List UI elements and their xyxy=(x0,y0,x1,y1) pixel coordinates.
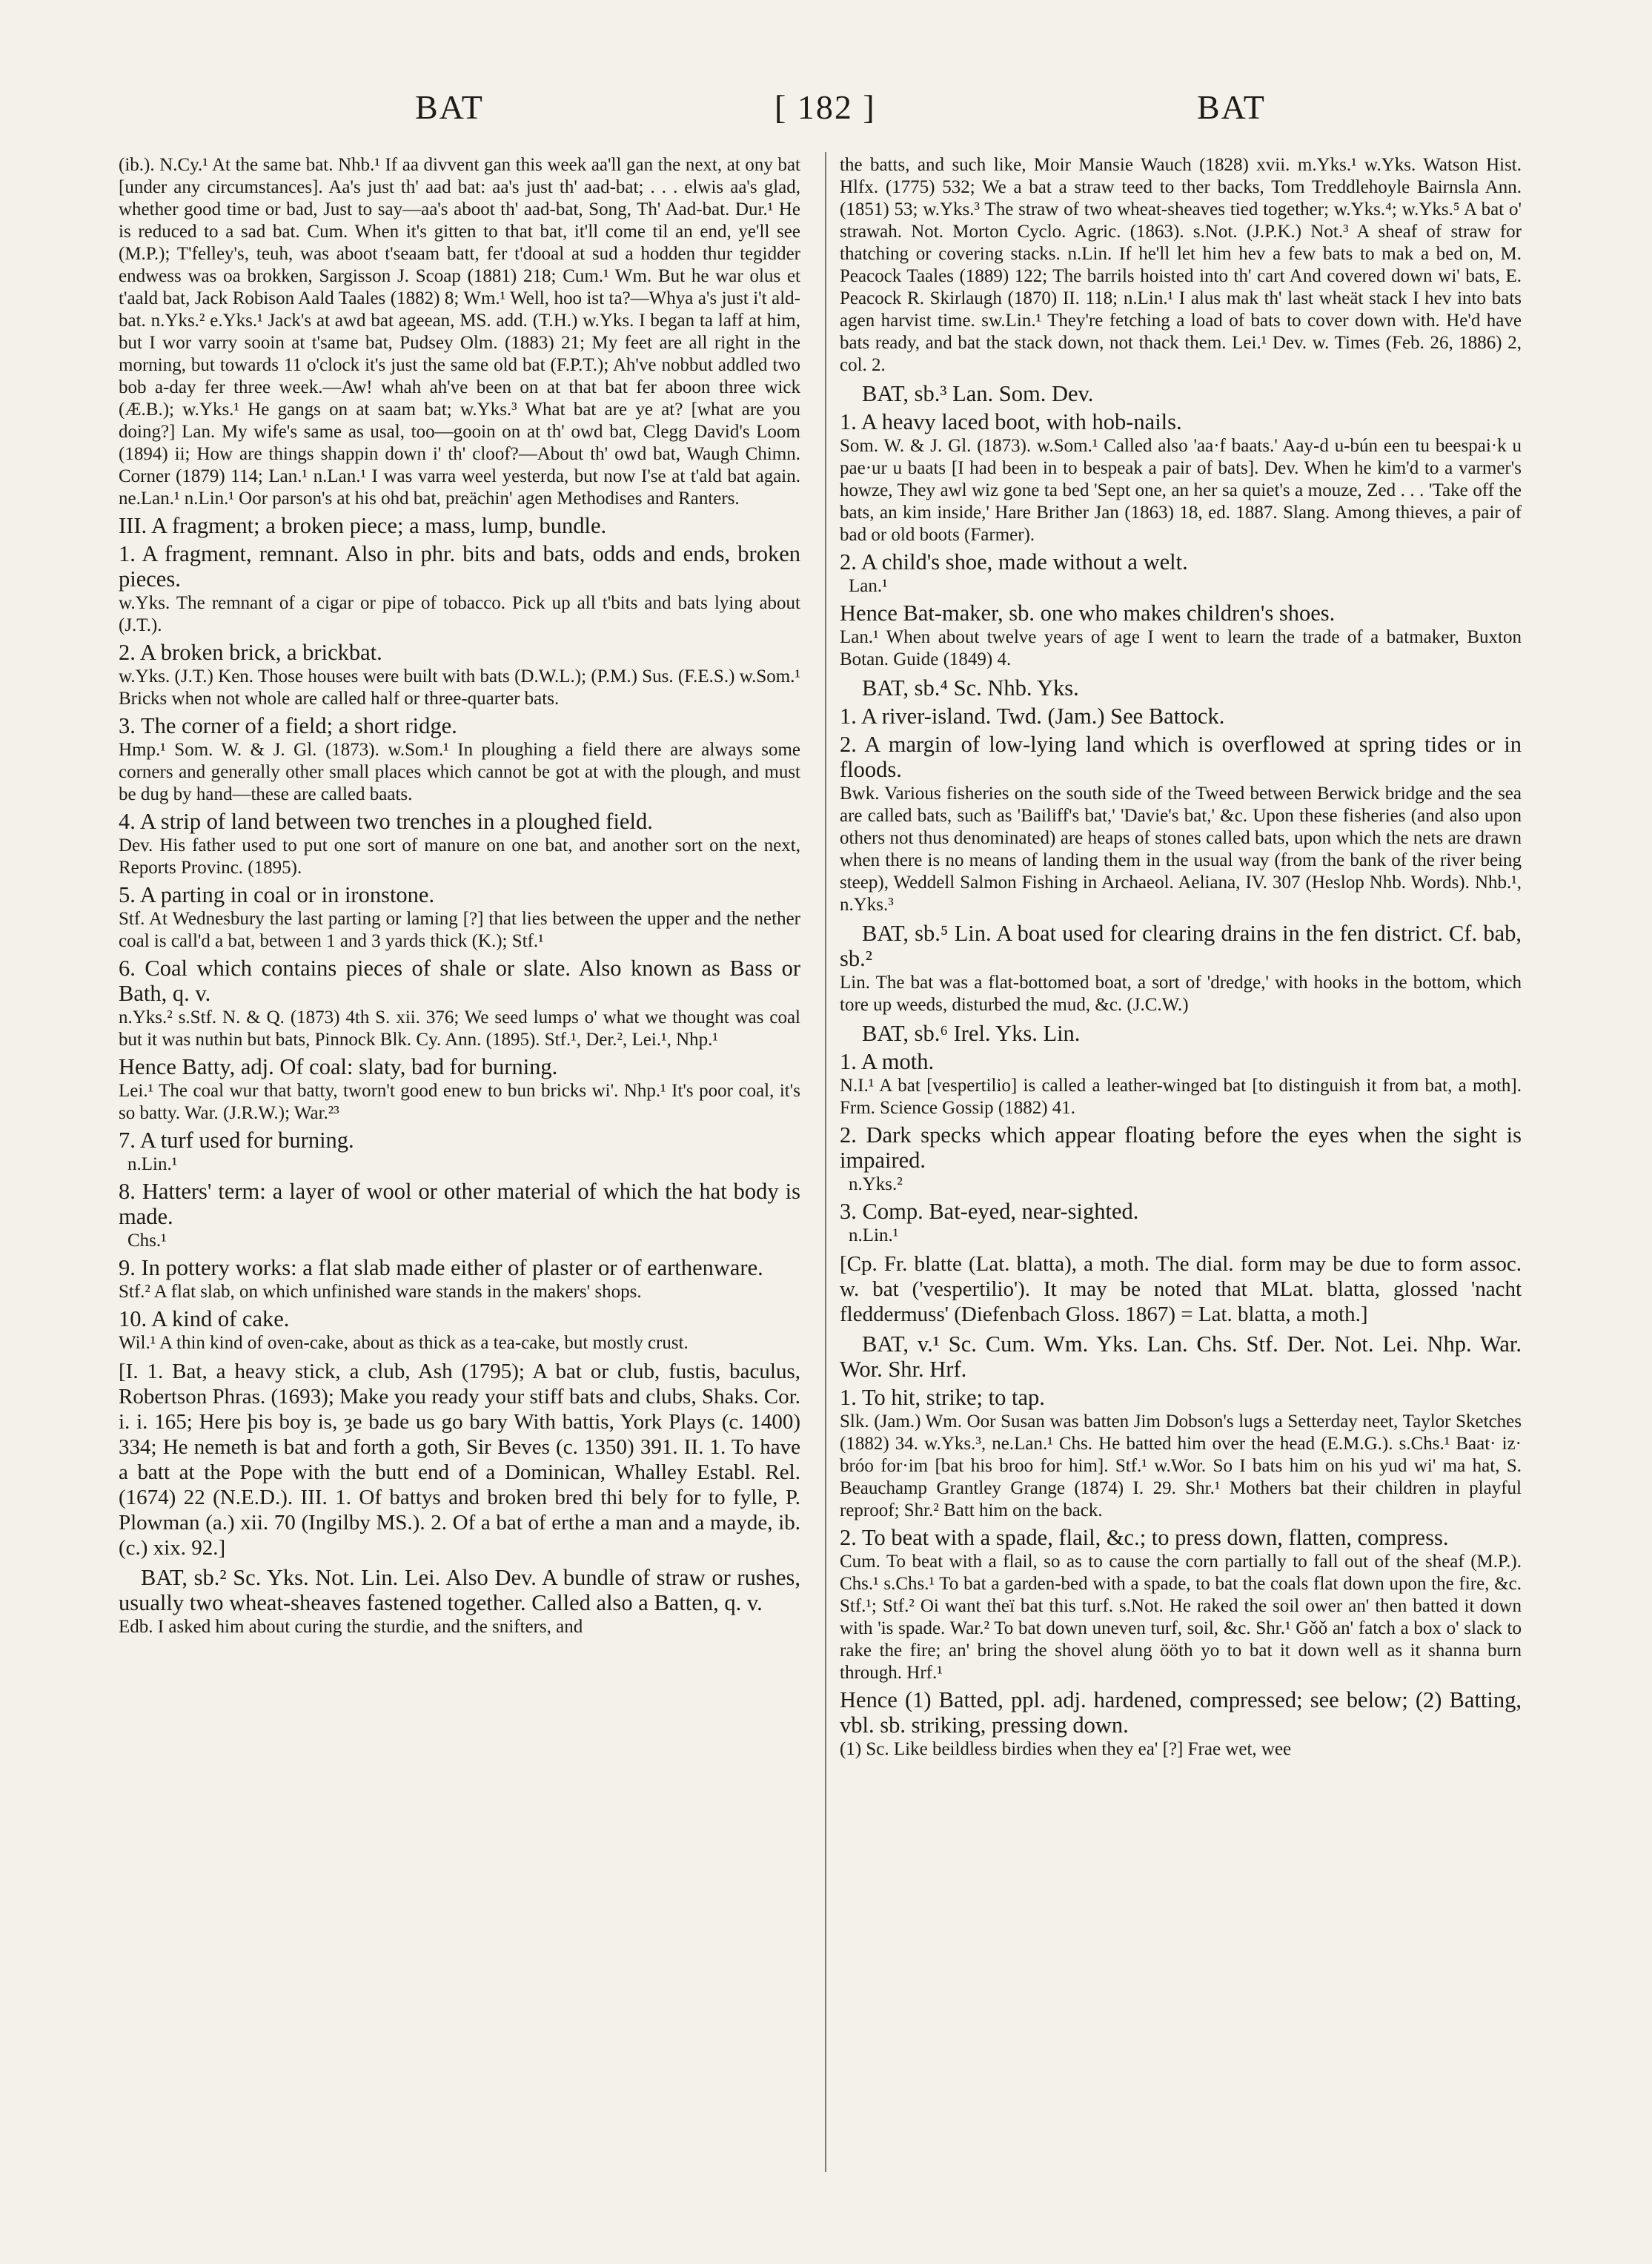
left-column-sense-paragraph: 7. A turf used for burning. xyxy=(119,1128,354,1153)
right-column-etym-paragraph: [Cp. Fr. blatte (Lat. blatta), a moth. The dial. form may be due to form assoc. w. bat ('vespertilio'). It may be noted that MLat. blatta, glossed 'nacht fleddermuss' (Diefenbach Gloss. 1867) = Lat. blatta, a moth.] xyxy=(840,1252,1522,1326)
left-column-sub-paragraph: n.Lin.¹ xyxy=(127,1154,178,1174)
left-column-sense-paragraph: 1. A fragment, remnant. Also in phr. bits and bats, odds and ends, broken pieces. xyxy=(119,541,800,592)
right-column-cit-paragraph: the batts, and such like, Moir Mansie Wauch (1828) xvii. m.Yks.¹ w.Yks. Watson Hist. Hlfx. (1775) 532; We a bat a straw teed to ther backs, Tom Treddlehoyle Bairnsla Ann. (1851) 53; w.Yks.³ The straw of two wheat-sheaves tied together; w.Yks.⁴; w.Yks.⁵ A bat o' strawah. Not. Morton Cyclo. Agric. (1863). s.Not. (J.P.K.) Not.³ A sheaf of straw for thatching or covering stacks. n.Lin. If he'll let him hev a few bats to mak a bed on, M. Peacock Taales (1889) 122; The barrils hoisted into th' cart And covered down wi' bats, E. Peacock R. Skirlaugh (1870) II. 118; n.Lin.¹ I alus mak th' last wheät stack I hev into bats agen harvist time. sw.Lin.¹ They're fetching a load of bats to cover down with. He'd have bats ready, and bat the stack down, not thack them. Lei.¹ Dev. w. Times (Feb. 26, 1886) 2, col. 2. xyxy=(840,155,1522,375)
left-column-sense-paragraph: 8. Hatters' term: a layer of wool or other material of which the hat body is made. xyxy=(119,1179,800,1229)
running-head-right: BAT xyxy=(1197,88,1266,126)
right-column-hw-paragraph: BAT, sb.⁵ Lin. A boat used for clearing drains in the fen district. Cf. bab, sb.² xyxy=(840,921,1522,971)
right-column-cit-paragraph: Cum. To beat with a flail, so as to cause the corn partially to fall out of the sheaf (M.P.). Chs.¹ s.Chs.¹ To bat a garden-bed with a spade, to bat the coals flat down upon the fire, &c. Stf.¹; Stf.² Oi want theï bat this turf. s.Not. He raked the soil ower an' then batted it down with 'is spade. War.² To bat down uneven turf, soil, &c. Shr.¹ Gǒǒ an' fatch a box o' slack to rake the fire; an' bring the shovel alung ööth yo to bat it down well as it shanna burn through. Hrf.¹ xyxy=(840,1552,1522,1683)
right-column-cit-paragraph: Slk. (Jam.) Wm. Oor Susan was batten Jim Dobson's lugs a Setterday neet, Taylor Sketches (1882) 34. w.Yks.³, ne.Lan.¹ Chs. He batted him over the head (E.M.G.). s.Chs.¹ Baat· iz· bróo for·im [bat his broo for him]. Stf.¹ w.Wor. So I bats him on his yud wi' ma hat, S. Beauchamp Grantley Grange (1874) I. 29. Shr.¹ Mothers bat their children in playful reproof; Shr.² Batt him on the back. xyxy=(840,1411,1522,1520)
right-column-sense-paragraph: 1. A river-island. Twd. (Jam.) See Battock. xyxy=(840,704,1225,729)
right-column-sense-paragraph: Hence Bat-maker, sb. one who makes children's shoes. xyxy=(840,600,1336,626)
left-column-sense-paragraph: 5. A parting in coal or in ironstone. xyxy=(119,882,435,907)
right-column-sense-paragraph: 2. A child's shoe, made without a welt. xyxy=(840,549,1188,575)
page-number: [ 182 ] xyxy=(774,88,876,126)
right-column-cit-paragraph: Lan.¹ When about twelve years of age I went to learn the trade of a batmaker, Buxton Botan. Guide (1849) 4. xyxy=(840,627,1522,669)
right-column-sense-paragraph: 1. A moth. xyxy=(840,1049,935,1074)
left-column-sense-paragraph: 9. In pottery works: a flat slab made either of plaster or of earthenware. xyxy=(119,1255,763,1280)
left-column-sense-paragraph: 3. The corner of a field; a short ridge. xyxy=(119,713,457,738)
left-column-sense-paragraph: 4. A strip of land between two trenches in a ploughed field. xyxy=(119,809,653,834)
right-column-sub-paragraph: n.Yks.² xyxy=(849,1174,903,1194)
right-column-cit-paragraph: Som. W. & J. Gl. (1873). w.Som.¹ Called also 'aa·f baats.' Aay-d u-bún een tu beespai·k u pae·ur u baats [I had been in to bespeak a pair of bats]. Dev. When he kim'd to a varmer's howze, They awl wiz gone ta bed 'Sept one, an her sa quiet's a mouze, Zed . . . 'Take off the bats, an kim inside,' Hare Brither Jan (1863) 18, ed. 1887. Slang. Among thieves, a pair of bad or old boots (Farmer). xyxy=(840,436,1522,545)
left-column-cit-paragraph: n.Yks.² s.Stf. N. & Q. (1873) 4th S. xii. 376; We seed lumps o' what we thought was coal but it was nuthin but bats, Pinnock Blk. Cy. Ann. (1895). Stf.¹, Der.², Lei.¹, Nhp.¹ xyxy=(119,1007,800,1050)
left-column-cit-paragraph: Stf.² A flat slab, on which unfinished ware stands in the makers' shops. xyxy=(119,1282,642,1302)
right-column-sense-paragraph: 2. To beat with a spade, flail, &c.; to press down, flatten, compress. xyxy=(840,1525,1449,1550)
right-column-sub-paragraph: n.Lin.¹ xyxy=(849,1225,899,1245)
left-column-cit-paragraph: Stf. At Wednesbury the last parting or laming [?] that lies between the upper and the nether coal is call'd a bat, between 1 and 3 yards thick (K.); Stf.¹ xyxy=(119,909,800,951)
right-column-sense-paragraph: 3. Comp. Bat-eyed, near-sighted. xyxy=(840,1199,1139,1224)
left-column xyxy=(119,154,800,2185)
left-column-sense-paragraph: III. A fragment; a broken piece; a mass, lump, bundle. xyxy=(119,513,607,538)
right-column-cit-paragraph: Lin. The bat was a flat-bottomed boat, a sort of 'dredge,' with hooks in the bottom, which tore up weeds, disturbed the mud, &c. (J.C.W.) xyxy=(840,973,1522,1015)
running-head xyxy=(119,87,1534,139)
right-column xyxy=(840,154,1522,2185)
column-divider xyxy=(825,152,826,2172)
running-head-left: BAT xyxy=(415,88,484,126)
left-column-cit-paragraph: Lei.¹ The coal wur that batty, tworn't good enew to bun bricks wi'. Nhp.¹ It's poor coal, it's so batty. War. (J.R.W.); War.²³ xyxy=(119,1081,800,1123)
left-column-sense-paragraph: Hence Batty, adj. Of coal: slaty, bad for burning. xyxy=(119,1054,558,1079)
right-column-sense-paragraph: 1. A heavy laced boot, with hob-nails. xyxy=(840,409,1182,434)
left-column-cit-paragraph: (ib.). N.Cy.¹ At the same bat. Nhb.¹ If aa divvent gan this week aa'll gan the next, at ony bat [under any circumstances]. Aa's just th' aad bat: aa's just th' aad-bat; . . . elwis aa's glad, whether good time or bad, Just to say—aa's aboot th' aad-bat, Song, Th' Aad-bat. Dur.¹ He is reduced to a sad bat. Cum. When it's gitten to that bat, it'll come til an end, ye'll see (M.P.); T'felley's, teuh, was aboot t'seaam batt, fer t'dooal at sud a hodden thur tegidder endwess was oa brokken, Sargisson J. Scoap (1881) 218; Cum.¹ Wm. But he war olus et t'aald bat, Jack Robison Aald Taales (1882) 8; Wm.¹ Well, hoo ist ta?—Whya a's just i't ald-bat. n.Yks.² e.Yks.¹ Jack's at awd bat ageean, MS. add. (T.H.) w.Yks. I began ta laff at him, but I wor varry sooin at t'same bat, Pudsey Olm. (1883) 21; My feet are all right in the morning, but towards 11 o'clock it's just the same old bat (F.P.T.); Ah've nobbut addled two bob a-day fer three week.—Aw! whah ah've been on at that bat fer aboon three wick (Æ.B.); w.Yks.¹ He gangs on at saam bat; w.Yks.³ What bat are ye at? [what are you doing?] Lan. My wife's same as usal, too—gooin on at th' owd bat, Clegg David's Loom (1894) ii; How are things shappin down i' th' cloof?—About th' owd bat, Waugh Chimn. Corner (1879) 114; Lan.¹ n.Lan.¹ I was varra weel yesterda, but now I'se at t'ald bat again. ne.Lan.¹ n.Lin.¹ Oor parson's at his ohd bat, preächin' agen Methodises and Ranters. xyxy=(119,155,800,509)
left-column-cit-paragraph: Hmp.¹ Som. W. & J. Gl. (1873). w.Som.¹ In ploughing a field there are always some corners and generally other small places which cannot be got at with the plough, and must be dug by hand—these are called baats. xyxy=(119,740,800,804)
left-column-hw-paragraph: BAT, sb.² Sc. Yks. Not. Lin. Lei. Also Dev. A bundle of straw or rushes, usually two wheat-sheaves fastened together. Called also a Batten, q. v. xyxy=(119,1565,800,1615)
left-column-etym-paragraph: [I. 1. Bat, a heavy stick, a club, Ash (1795); A bat or club, fustis, baculus, Robertson Phras. (1693); Make you ready your stiff bats and clubs, Shaks. Cor. i. i. 165; Here þis boy is, ȝe bade us go bary With battis, York Plays (c. 1400) 334; He nemeth is bat and forth a goth, Sir Beves (c. 1350) 391. II. 1. To have a batt at the Pope with the butt end of a Dominican, Whalley Establ. Rel. (1674) 22 (N.E.D.). III. 1. Of battys and broken bred thi bely for to fylle, P. Plowman (a.) xii. 70 (Ingilby MS.). 2. Of a bat of erthe a man and a mayde, ib. (c.) xix. 92.] xyxy=(119,1360,800,1560)
right-column-cit-paragraph: Bwk. Various fisheries on the south side of the Tweed between Berwick bridge and the sea are called bats, such as 'Bailiff's bat,' 'Davie's bat,' &c. Upon these fisheries (and also upon others not thus denominated) are heaps of stones called bats, upon which the nets are drawn when there is no means of landing them in the usual way (from the bank of the river being steep), Weddell Salmon Fishing in Archaeol. Aeliana, IV. 307 (Heslop Nhb. Words). Nhb.¹, n.Yks.³ xyxy=(840,784,1522,915)
left-column-cit-paragraph: Dev. His father used to put one sort of manure on one bat, and another sort on the next, Reports Provinc. (1895). xyxy=(119,835,800,878)
right-column-sense-paragraph: 2. Dark specks which appear floating before the eyes when the sight is impaired. xyxy=(840,1122,1522,1173)
left-column-sense-paragraph: 10. A kind of cake. xyxy=(119,1306,290,1331)
left-column-sense-paragraph: 6. Coal which contains pieces of shale or slate. Also known as Bass or Bath, q. v. xyxy=(119,956,800,1006)
right-column-sub-paragraph: Lan.¹ xyxy=(849,576,888,596)
right-column-cit-paragraph: N.I.¹ A bat [vespertilio] is called a leather-winged bat [to distinguish it from bat, a moth]. Frm. Science Gossip (1882) 41. xyxy=(840,1076,1522,1118)
right-column-sense-paragraph: 2. A margin of low-lying land which is overflowed at spring tides or in floods. xyxy=(840,732,1522,782)
left-column-cit-paragraph: Wil.¹ A thin kind of oven-cake, about as thick as a tea-cake, but mostly crust. xyxy=(119,1333,689,1353)
left-column-cit-paragraph: w.Yks. The remnant of a cigar or pipe of tobacco. Pick up all t'bits and bats lying about (J.T.). xyxy=(119,593,800,635)
right-column-hw-paragraph: BAT, v.¹ Sc. Cum. Wm. Yks. Lan. Chs. Stf. Der. Not. Lei. Nhp. War. Wor. Shr. Hrf. xyxy=(840,1331,1522,1382)
right-column-hw-paragraph: BAT, sb.³ Lan. Som. Dev. xyxy=(862,381,1094,406)
left-column-cit-paragraph: Edb. I asked him about curing the sturdie, and the snifters, and xyxy=(119,1617,583,1637)
right-column-hw-paragraph: BAT, sb.⁴ Sc. Nhb. Yks. xyxy=(862,675,1079,701)
right-column-cit-paragraph: (1) Sc. Like beildless birdies when they ea' [?] Frae wet, wee xyxy=(840,1739,1292,1759)
left-column-sub-paragraph: Chs.¹ xyxy=(127,1231,167,1251)
right-column-sense-paragraph: Hence (1) Batted, ppl. adj. hardened, compressed; see below; (2) Batting, vbl. sb. striking, pressing down. xyxy=(840,1687,1522,1738)
right-column-hw-paragraph: BAT, sb.⁶ Irel. Yks. Lin. xyxy=(862,1021,1081,1046)
left-column-sense-paragraph: 2. A broken brick, a brickbat. xyxy=(119,640,382,665)
left-column-cit-paragraph: w.Yks. (J.T.) Ken. Those houses were built with bats (D.W.L.); (P.M.) Sus. (F.E.S.) w.Som.¹ Bricks when not whole are called half or three-quarter bats. xyxy=(119,666,800,709)
right-column-sense-paragraph: 1. To hit, strike; to tap. xyxy=(840,1385,1045,1410)
